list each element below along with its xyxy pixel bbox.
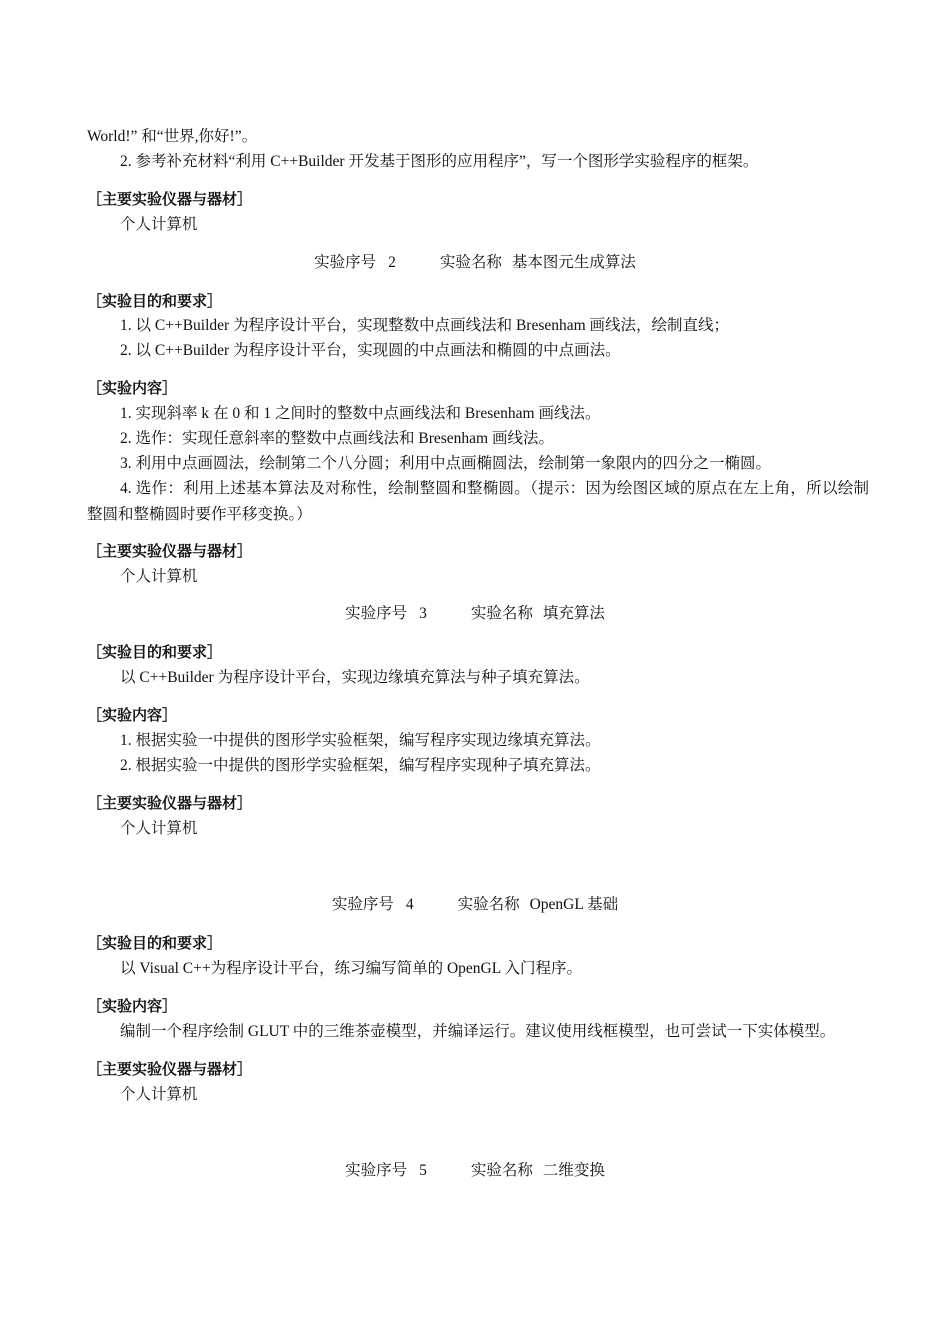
equipment-item: 个人计算机 [120,1086,198,1103]
list-item: 2. 根据实验一中提供的图形学实验框架，编写程序实现种子填充算法。 [120,757,601,774]
section-heading-equipment: ［主要实验仪器与器材］ [87,190,253,208]
section-heading-equipment: ［主要实验仪器与器材］ [87,542,253,560]
experiment-title-3 [0,603,950,625]
section-heading-content: ［实验内容］ [87,379,178,397]
experiment-no-label: 实验序号 [345,605,408,622]
experiment-title-2 [0,252,950,274]
equipment-item: 个人计算机 [120,820,198,837]
section-heading-content: ［实验内容］ [87,997,178,1015]
equipment-item: 个人计算机 [120,216,198,233]
paragraph-line: 以 Visual C++为程序设计平台，练习编写简单的 OpenGL 入门程序。 [120,960,583,977]
equipment-item: 个人计算机 [120,568,198,585]
experiment-no: 5 [419,1162,427,1179]
experiment-name: OpenGL 基础 [529,896,619,913]
section-heading-purpose: ［实验目的和要求］ [87,643,223,661]
experiment-name: 基本图元生成算法 [511,254,636,271]
list-item: 2. 以 C++Builder 为程序设计平台，实现圆的中点画法和椭圆的中点画法。 [120,342,621,359]
experiment-no: 2 [388,254,396,271]
experiment-no: 3 [419,605,427,622]
experiment-title-5 [0,1160,950,1182]
section-heading-content: ［实验内容］ [87,706,178,724]
experiment-name-label: 实验名称 [470,605,533,622]
experiment-name-label: 实验名称 [457,896,520,913]
experiment-no: 4 [405,896,414,913]
paragraph-line: 编制一个程序绘制 GLUT 中的三维茶壶模型，并编译运行。建议使用线框模型，也可尝试一下实体模型。 [120,1023,836,1040]
list-item: 3. 利用中点画圆法，绘制第二个八分圆；利用中点画椭圆法，绘制第一象限内的四分之一椭圆。 [120,455,772,472]
section-heading-equipment: ［主要实验仪器与器材］ [87,794,253,812]
experiment-name-label: 实验名称 [470,1162,533,1179]
section-heading-purpose: ［实验目的和要求］ [87,934,223,952]
experiment-title-4 [0,894,950,916]
list-item: 2. 选作：实现任意斜率的整数中点画线法和 Bresenham 画线法。 [120,430,554,447]
paragraph-line: 2. 参考补充材料“利用 C++Builder 开发基于图形的应用程序”，写一个图形学实验程序的框架。 [120,153,759,170]
experiment-no-label: 实验序号 [345,1162,408,1179]
paragraph-line: World!” 和“世界,你好!”。 [87,128,258,145]
list-item: 1. 以 C++Builder 为程序设计平台，实现整数中点画线法和 Bresenham 画线法，绘制直线； [120,317,730,334]
paragraph-line: 以 C++Builder 为程序设计平台，实现边缘填充算法与种子填充算法。 [120,669,590,686]
section-heading-equipment: ［主要实验仪器与器材］ [87,1060,253,1078]
experiment-no-label: 实验序号 [314,254,377,271]
experiment-name: 填充算法 [542,605,605,622]
experiment-name: 二维变换 [542,1162,605,1179]
experiment-no-label: 实验序号 [331,896,394,913]
section-heading-purpose: ［实验目的和要求］ [87,292,223,310]
list-item: 1. 实现斜率 k 在 0 和 1 之间时的整数中点画线法和 Bresenham 画线法。 [120,405,601,422]
list-item: 4. 选作：利用上述基本算法及对称性，绘制整圆和整椭圆。（提示：因为绘图区域的原点在左上角，所以绘制整圆和整椭圆时要作平移变换。） [87,480,869,523]
experiment-name-label: 实验名称 [439,254,502,271]
list-item: 1. 根据实验一中提供的图形学实验框架，编写程序实现边缘填充算法。 [120,732,601,749]
